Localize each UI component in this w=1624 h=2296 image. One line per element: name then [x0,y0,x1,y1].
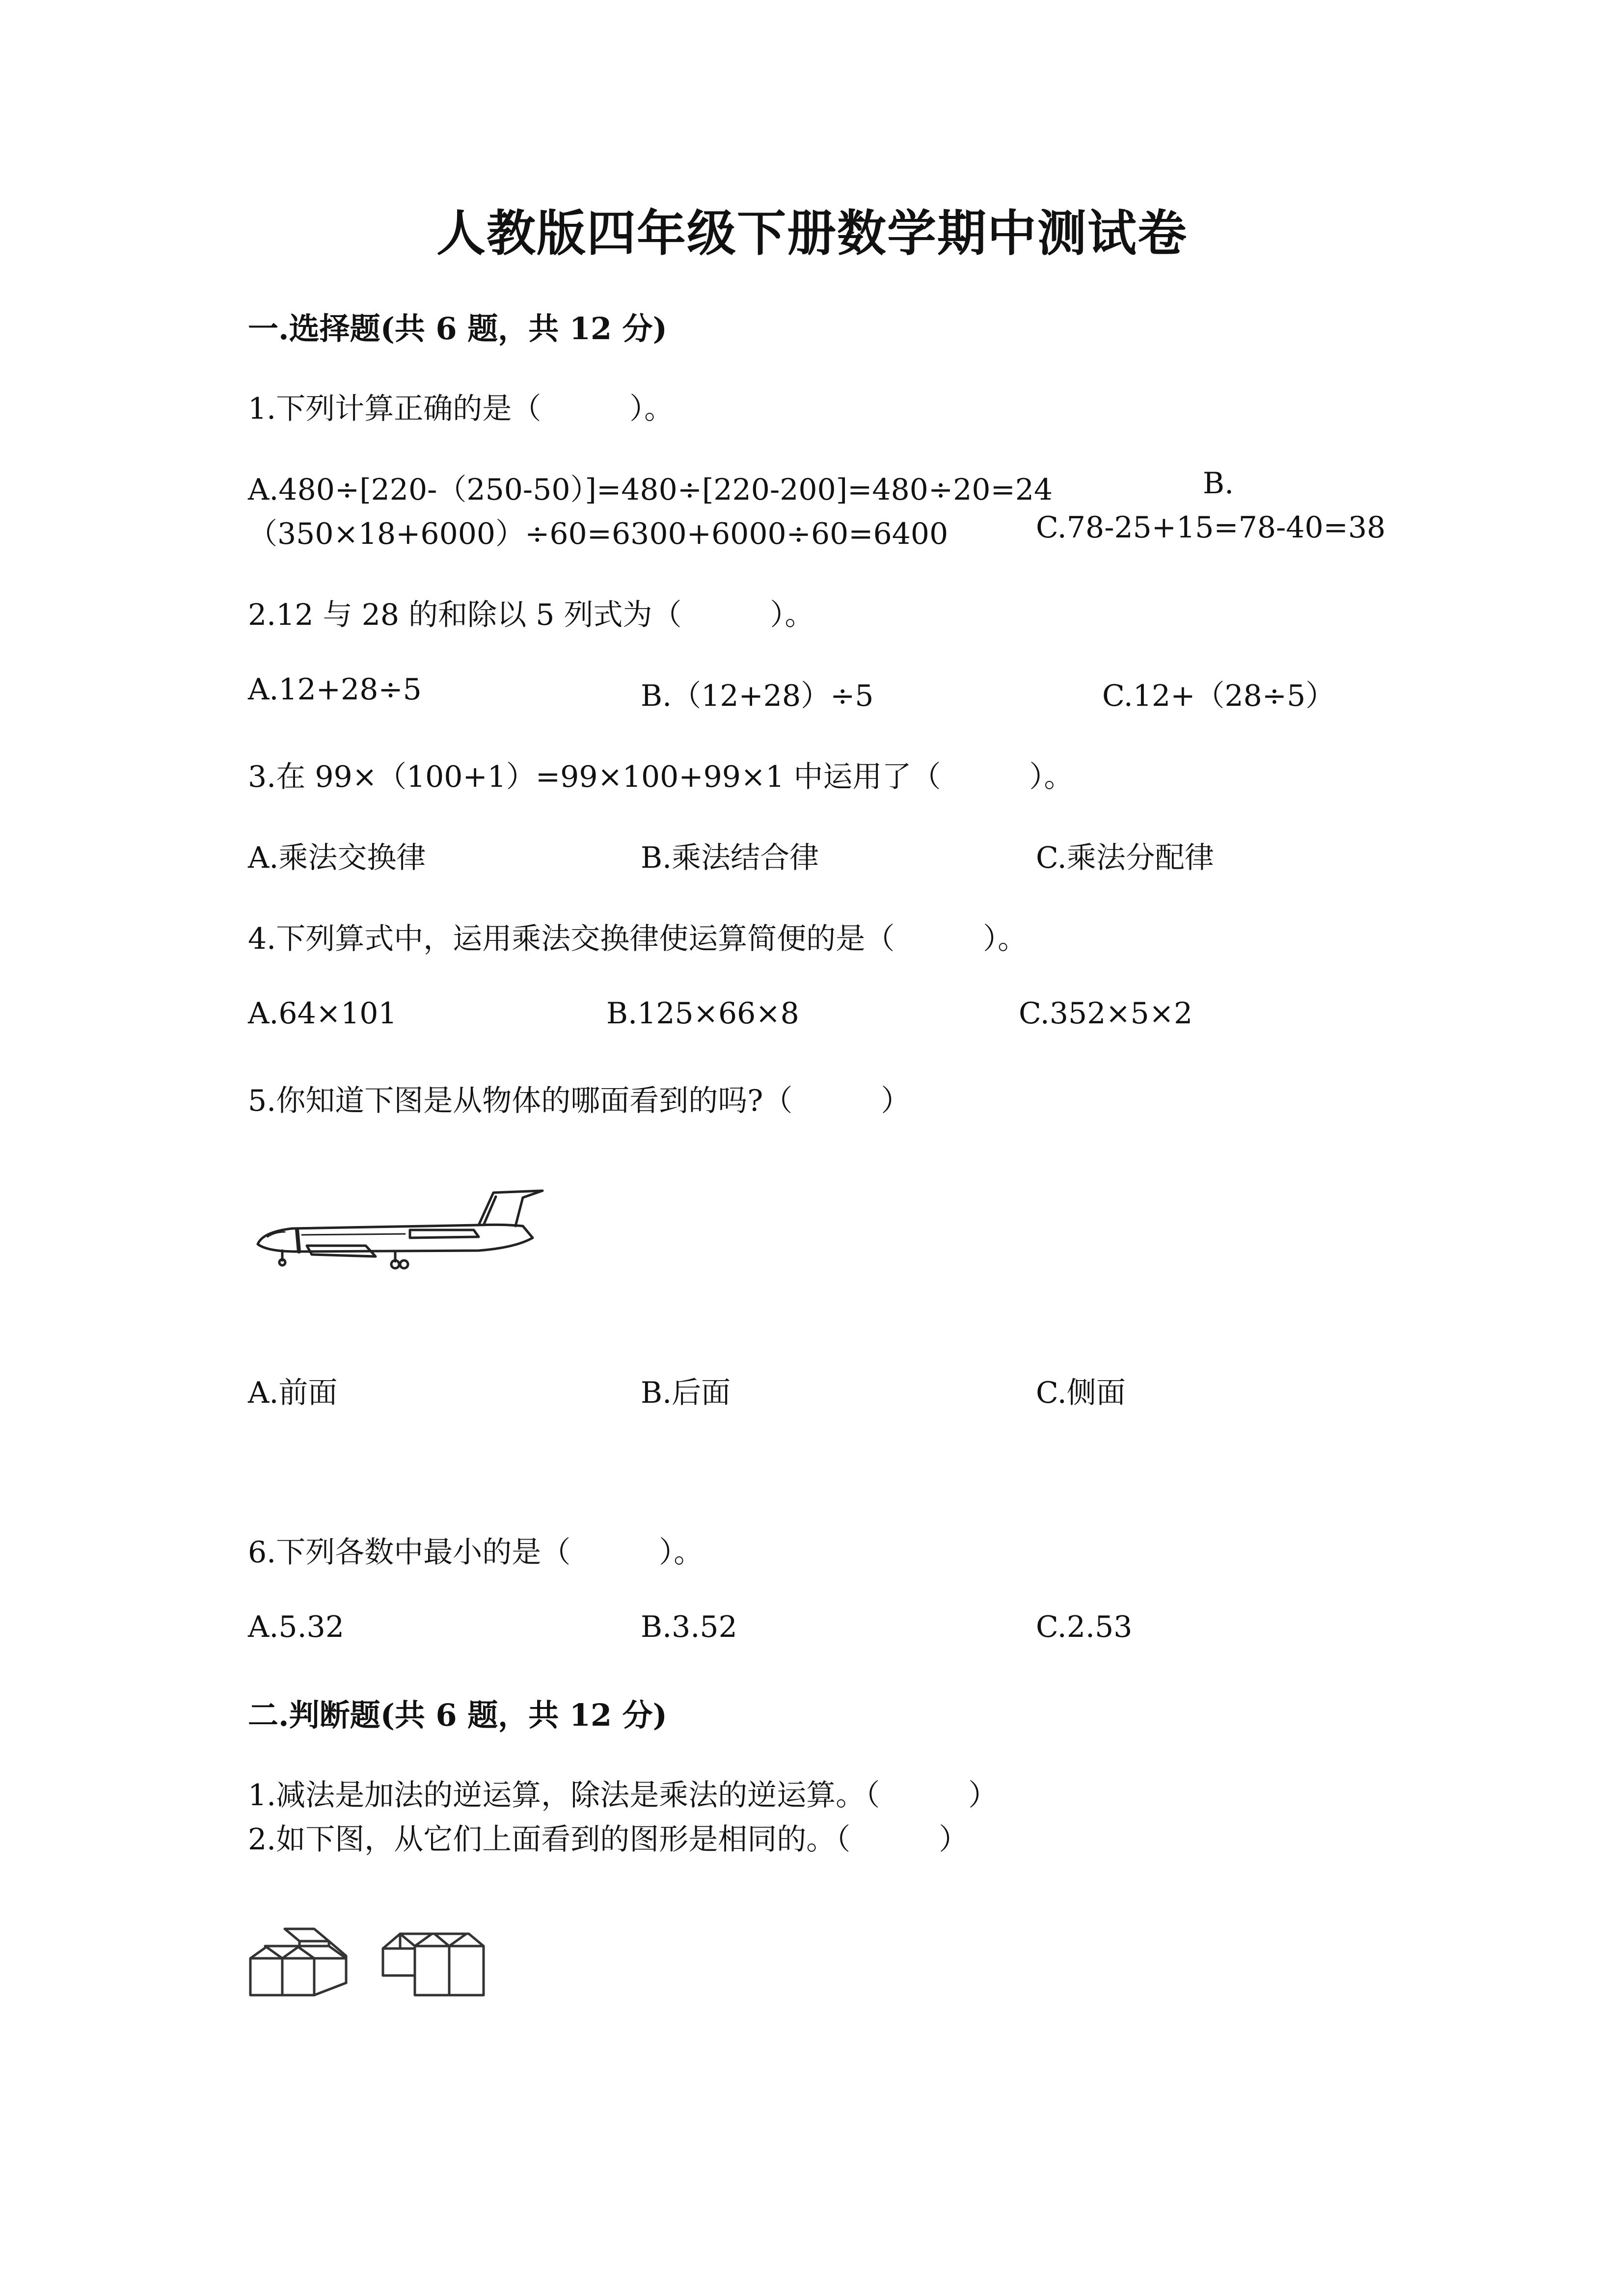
question-1-option-b-label: B. [1203,466,1234,501]
question-2-stem: 2.12 与 28 的和除以 5 列式为（ ）。 [248,598,814,632]
question-5-stem: 5.你知道下图是从物体的哪面看到的吗?（ ） [248,1084,911,1118]
question-5-option-a: A.前面 [248,1376,338,1410]
question-2-option-b: B.（12+28）÷5 [641,679,874,713]
section-heading-choice: 一.选择题(共 6 题，共 12 分) [248,311,668,347]
question-4-option-b: B.125×66×8 [606,996,799,1031]
question-1-option-b: （350×18+6000）÷60=6300+6000÷60=6400 [248,517,948,551]
question-3-option-a: A.乘法交换律 [248,841,426,875]
question-5-option-b: B.后面 [641,1376,731,1410]
question-1-option-c: C.78-25+15=78-40=38 [1036,510,1386,545]
section-heading-judgement: 二.判断题(共 6 题，共 12 分) [248,1697,668,1733]
cube-stack-right-icon [380,1926,493,2005]
question-3-stem: 3.在 99×（100+1）=99×100+99×1 中运用了（ ）。 [248,760,1074,794]
question-1-option-a: A.480÷[220-（250-50）]=480÷[220-200]=480÷20=24 [248,473,1053,507]
question-1-stem: 1.下列计算正确的是（ ）。 [248,392,674,426]
cube-stack-left-icon [248,1919,351,2002]
judgement-1-stem: 1.减法是加法的逆运算，除法是乘法的逆运算。（ ） [248,1778,998,1813]
question-4-stem: 4.下列算式中，运用乘法交换律使运算简便的是（ ）。 [248,922,1028,956]
question-6-stem: 6.下列各数中最小的是（ ）。 [248,1535,704,1570]
question-2-option-c: C.12+（28÷5） [1102,679,1335,713]
question-4-option-a: A.64×101 [248,996,397,1031]
judgement-2-stem: 2.如下图，从它们上面看到的图形是相同的。（ ） [248,1822,969,1857]
question-3-option-c: C.乘法分配律 [1036,841,1214,875]
question-6-option-c: C.2.53 [1036,1610,1133,1644]
question-3-option-b: B.乘法结合律 [641,841,819,875]
page-title: 人教版四年级下册数学期中测试卷 [436,204,1188,262]
question-4-option-c: C.352×5×2 [1019,996,1193,1031]
airplane-icon [248,1183,562,1281]
question-2-option-a: A.12+28÷5 [248,672,422,707]
question-6-option-b: B.3.52 [641,1610,737,1644]
question-6-option-a: A.5.32 [248,1610,344,1644]
question-5-option-c: C.侧面 [1036,1376,1126,1410]
